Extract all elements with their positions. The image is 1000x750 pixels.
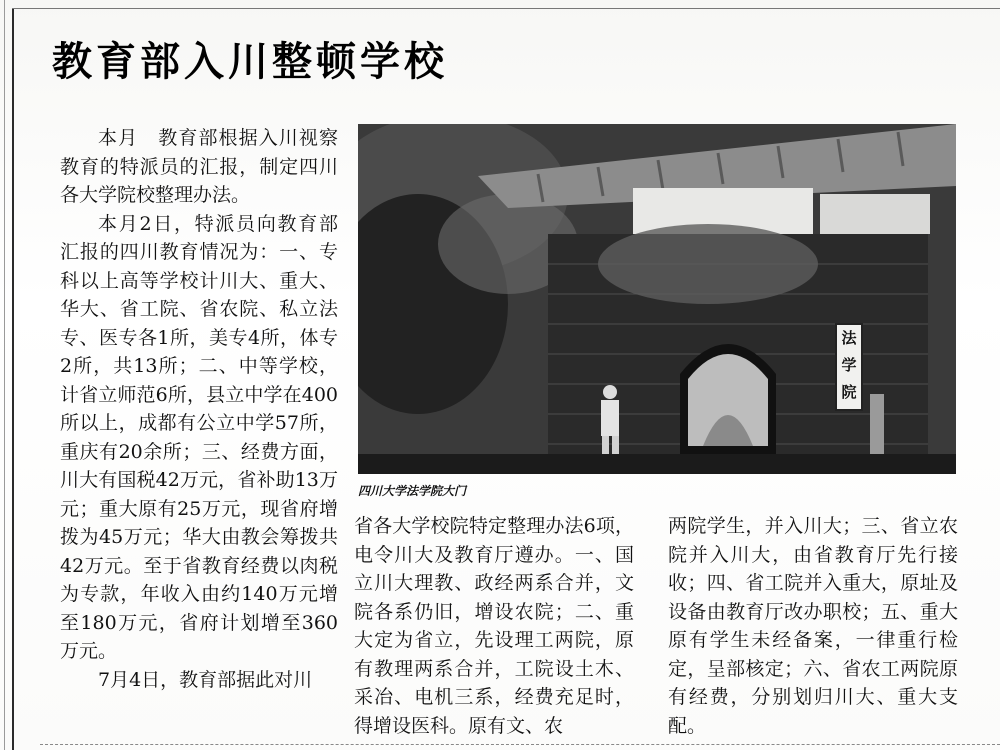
top-rule	[12, 8, 1000, 9]
sign-char-3: 院	[841, 385, 857, 401]
column-divider-rule	[12, 8, 14, 750]
sign-char-2: 学	[841, 358, 857, 374]
photo-law-school-gate	[358, 124, 956, 474]
bottom-rule	[40, 744, 1000, 745]
page-edge-rule	[4, 0, 5, 750]
article-column-3	[668, 512, 958, 740]
paragraph-1: 本月 教育部根据入川视察教育的特派员的汇报，制定四川各大学院校整理办法。	[60, 127, 338, 206]
paragraph-3: 7月4日，教育部据此对川	[98, 668, 313, 691]
sign-char-1: 法	[841, 331, 857, 347]
article-column-2	[354, 512, 634, 740]
column-3-text: 两院学生，并入川大；三、省立农院并入川大，由省教育厅先行接收；四、省工院并入重大，原址及设备由教育厅改办职校；五、重大原有学生未经备案，一律重行检定，呈部核定；六、省农工两院原有经费，分别划归川大、重大支配。	[668, 515, 958, 737]
column-2-text: 省各大学校院特定整理办法6项，电令川大及教育厅遵办。一、国立川大理教、政经两系合并，文院各系仍旧，增设农院；二、重大定为省立，先设理工两院，原有教理两系合并，工院设土木、采冶、电机三系，经费充足时，得增设医科。原有文、农	[354, 515, 634, 737]
article-headline: 教育部入川整顿学校	[52, 39, 448, 85]
article-column-1	[60, 124, 338, 694]
paragraph-2: 本月2日，特派员向教育部汇报的四川教育情况为：一、专科以上高等学校计川大、重大、华大、省工院、省农院、私立法专、医专各1所，美专4所，体专2所，共13所；二、中等学校，计省立师范6所，县立中学在400所以上，成都有公立中学57所，重庆有20余所；三、经费方面，川大有国税42万元，省补助13万元；重大原有25万元，现省府增拨为45万元；华大由教会筹拨共42万元。至于省教育经费以肉税为专款，年收入由约140万元增至180万元，省府计划增至360万元。	[60, 212, 338, 662]
photo-illustration	[358, 124, 956, 474]
photo-caption: 四川大学法学院大门	[358, 484, 467, 498]
